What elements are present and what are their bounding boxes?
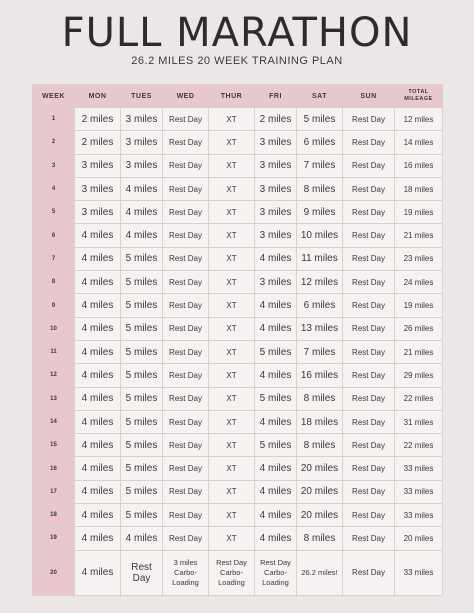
cell-wed: Rest Day [163,364,209,387]
cell-mon: 4 miles [75,504,121,527]
cell-total: 16 miles [395,154,443,177]
cell-week: 14 [33,410,75,433]
table-body [33,108,443,596]
cell-mon: 4 miles [75,434,121,457]
cell-thur: XT [209,410,255,433]
cell-fri: 4 miles [255,294,297,317]
cell-sat: 8 miles [297,387,343,410]
cell-sun: Rest Day [343,317,395,340]
cell-sat: 7 miles [297,340,343,363]
cell-tues: 5 miles [121,294,163,317]
cell-sat: 20 miles [297,504,343,527]
cell-sun: Rest Day [343,224,395,247]
table-row [33,527,443,550]
cell-thur: XT [209,131,255,154]
cell-wed: Rest Day [163,504,209,527]
cell-fri: Rest Day Carbo-Loading [255,550,297,595]
cell-sat: 11 miles [297,247,343,270]
cell-sun: Rest Day [343,457,395,480]
cell-week: 2 [33,131,75,154]
cell-mon: 4 miles [75,340,121,363]
table-row [33,550,443,595]
table-row [33,504,443,527]
cell-fri: 5 miles [255,340,297,363]
cell-fri: 3 miles [255,131,297,154]
table-row [33,154,443,177]
cell-mon: 4 miles [75,457,121,480]
cell-sun: Rest Day [343,387,395,410]
cell-thur: XT [209,271,255,294]
cell-sun: Rest Day [343,131,395,154]
cell-tues: 5 miles [121,387,163,410]
table-row [33,410,443,433]
header-week: WEEK [33,85,75,108]
cell-week: 11 [33,340,75,363]
cell-sun: Rest Day [343,294,395,317]
cell-fri: 5 miles [255,387,297,410]
cell-mon: 4 miles [75,480,121,503]
cell-total: 22 miles [395,434,443,457]
cell-total: 26 miles [395,317,443,340]
cell-week: 5 [33,201,75,224]
cell-mon: 4 miles [75,271,121,294]
cell-wed: Rest Day [163,434,209,457]
cell-week: 4 [33,177,75,200]
cell-sat: 20 miles [297,480,343,503]
header-sun: SUN [343,85,395,108]
cell-thur: XT [209,317,255,340]
cell-wed: Rest Day [163,154,209,177]
cell-mon: 2 miles [75,131,121,154]
cell-tues: 5 miles [121,480,163,503]
table-row [33,387,443,410]
cell-mon: 4 miles [75,527,121,550]
cell-sat: 13 miles [297,317,343,340]
header-wed: WED [163,85,209,108]
cell-tues: 5 miles [121,504,163,527]
cell-sat: 6 miles [297,131,343,154]
cell-total: 33 miles [395,480,443,503]
table-row [33,177,443,200]
table-row [33,457,443,480]
table-row [33,247,443,270]
cell-tues: 5 miles [121,271,163,294]
cell-sat: 9 miles [297,201,343,224]
cell-mon: 4 miles [75,294,121,317]
cell-sun: Rest Day [343,410,395,433]
cell-total: 12 miles [395,108,443,131]
cell-sat: 12 miles [297,271,343,294]
cell-mon: 2 miles [75,108,121,131]
cell-week: 20 [33,550,75,595]
cell-thur: XT [209,201,255,224]
cell-wed: Rest Day [163,131,209,154]
cell-total: 18 miles [395,177,443,200]
cell-total: 19 miles [395,294,443,317]
cell-mon: 4 miles [75,247,121,270]
cell-sun: Rest Day [343,108,395,131]
cell-thur: XT [209,340,255,363]
cell-week: 1 [33,108,75,131]
cell-thur: XT [209,247,255,270]
cell-sun: Rest Day [343,364,395,387]
cell-total: 24 miles [395,271,443,294]
cell-tues: 3 miles [121,131,163,154]
header-fri: FRI [255,85,297,108]
cell-week: 13 [33,387,75,410]
cell-wed: Rest Day [163,247,209,270]
cell-sun: Rest Day [343,201,395,224]
cell-sat: 18 miles [297,410,343,433]
cell-thur: XT [209,527,255,550]
cell-wed: Rest Day [163,340,209,363]
cell-wed: Rest Day [163,527,209,550]
cell-tues: 4 miles [121,224,163,247]
cell-fri: 4 miles [255,527,297,550]
cell-mon: 4 miles [75,387,121,410]
cell-sat: 7 miles [297,154,343,177]
cell-thur: XT [209,177,255,200]
cell-wed: Rest Day [163,480,209,503]
cell-fri: 4 miles [255,457,297,480]
cell-week: 9 [33,294,75,317]
cell-sat: 10 miles [297,224,343,247]
training-plan-table [32,84,443,596]
cell-fri: 4 miles [255,504,297,527]
cell-fri: 2 miles [255,108,297,131]
cell-mon: 3 miles [75,201,121,224]
cell-sat: 8 miles [297,527,343,550]
cell-sun: Rest Day [343,271,395,294]
cell-thur: XT [209,504,255,527]
table-header-row [33,85,443,108]
cell-wed: Rest Day [163,108,209,131]
cell-fri: 4 miles [255,247,297,270]
cell-tues: 5 miles [121,410,163,433]
cell-sat: 20 miles [297,457,343,480]
cell-sat: 6 miles [297,294,343,317]
cell-sun: Rest Day [343,550,395,595]
cell-tues: 5 miles [121,247,163,270]
cell-wed: Rest Day [163,387,209,410]
cell-mon: 4 miles [75,224,121,247]
cell-thur: XT [209,434,255,457]
cell-sat: 5 miles [297,108,343,131]
table-row [33,271,443,294]
cell-tues: 4 miles [121,177,163,200]
cell-thur: XT [209,154,255,177]
header-mon: MON [75,85,121,108]
cell-tues: 4 miles [121,527,163,550]
cell-tues: 5 miles [121,434,163,457]
cell-fri: 4 miles [255,480,297,503]
cell-week: 18 [33,504,75,527]
cell-mon: 3 miles [75,154,121,177]
cell-week: 6 [33,224,75,247]
cell-week: 19 [33,527,75,550]
cell-total: 33 miles [395,457,443,480]
cell-fri: 4 miles [255,410,297,433]
cell-total: 29 miles [395,364,443,387]
table-row [33,131,443,154]
table-row [33,224,443,247]
table-row [33,201,443,224]
cell-mon: 4 miles [75,364,121,387]
cell-week: 3 [33,154,75,177]
cell-total: 33 miles [395,550,443,595]
cell-fri: 3 miles [255,201,297,224]
cell-fri: 3 miles [255,154,297,177]
cell-fri: 3 miles [255,271,297,294]
cell-week: 17 [33,480,75,503]
table-row [33,340,443,363]
cell-thur: XT [209,364,255,387]
cell-sun: Rest Day [343,504,395,527]
cell-mon: 4 miles [75,317,121,340]
cell-tues: 3 miles [121,154,163,177]
cell-sat: 8 miles [297,434,343,457]
table-row [33,364,443,387]
header-sat: SAT [297,85,343,108]
cell-sat: 8 miles [297,177,343,200]
cell-tues: 3 miles [121,108,163,131]
cell-thur: XT [209,108,255,131]
cell-week: 7 [33,247,75,270]
cell-wed: Rest Day [163,177,209,200]
table-row [33,480,443,503]
cell-fri: 4 miles [255,317,297,340]
cell-total: 21 miles [395,224,443,247]
cell-tues: 5 miles [121,364,163,387]
cell-mon: 3 miles [75,177,121,200]
cell-fri: 4 miles [255,364,297,387]
cell-total: 20 miles [395,527,443,550]
cell-tues: 5 miles [121,457,163,480]
cell-thur: XT [209,224,255,247]
cell-sun: Rest Day [343,340,395,363]
cell-fri: 3 miles [255,224,297,247]
cell-sun: Rest Day [343,154,395,177]
page-subtitle: 26.2 MILES 20 WEEK TRAINING PLAN [131,55,343,67]
cell-wed: Rest Day [163,201,209,224]
cell-thur: XT [209,480,255,503]
cell-mon: 4 miles [75,550,121,595]
cell-sun: Rest Day [343,434,395,457]
table-row [33,108,443,131]
cell-week: 16 [33,457,75,480]
header-thur: THUR [209,85,255,108]
cell-sat: 26.2 miles! [297,550,343,595]
cell-thur: Rest Day Carbo-Loading [209,550,255,595]
cell-sun: Rest Day [343,527,395,550]
cell-sun: Rest Day [343,480,395,503]
table-row [33,294,443,317]
cell-fri: 3 miles [255,177,297,200]
cell-wed: Rest Day [163,271,209,294]
cell-thur: XT [209,457,255,480]
cell-wed: Rest Day [163,317,209,340]
cell-total: 31 miles [395,410,443,433]
cell-tues: Rest Day [121,550,163,595]
cell-thur: XT [209,387,255,410]
cell-total: 19 miles [395,201,443,224]
cell-total: 33 miles [395,504,443,527]
cell-sun: Rest Day [343,247,395,270]
cell-wed: Rest Day [163,457,209,480]
header-tues: TUES [121,85,163,108]
cell-mon: 4 miles [75,410,121,433]
cell-week: 10 [33,317,75,340]
cell-week: 12 [33,364,75,387]
cell-tues: 5 miles [121,317,163,340]
cell-total: 14 miles [395,131,443,154]
table-row [33,317,443,340]
cell-wed: Rest Day [163,294,209,317]
cell-total: 23 miles [395,247,443,270]
cell-fri: 5 miles [255,434,297,457]
header-total-mileage: TOTAL MILEAGE [395,85,443,108]
cell-thur: XT [209,294,255,317]
cell-total: 22 miles [395,387,443,410]
cell-sat: 16 miles [297,364,343,387]
cell-wed: Rest Day [163,410,209,433]
table-row [33,434,443,457]
cell-tues: 4 miles [121,201,163,224]
cell-week: 8 [33,271,75,294]
page-title: FULL MARATHON [61,10,413,56]
cell-sun: Rest Day [343,177,395,200]
cell-total: 21 miles [395,340,443,363]
cell-tues: 5 miles [121,340,163,363]
cell-wed: Rest Day [163,224,209,247]
cell-week: 15 [33,434,75,457]
cell-wed: 3 miles Carbo-Loading [163,550,209,595]
